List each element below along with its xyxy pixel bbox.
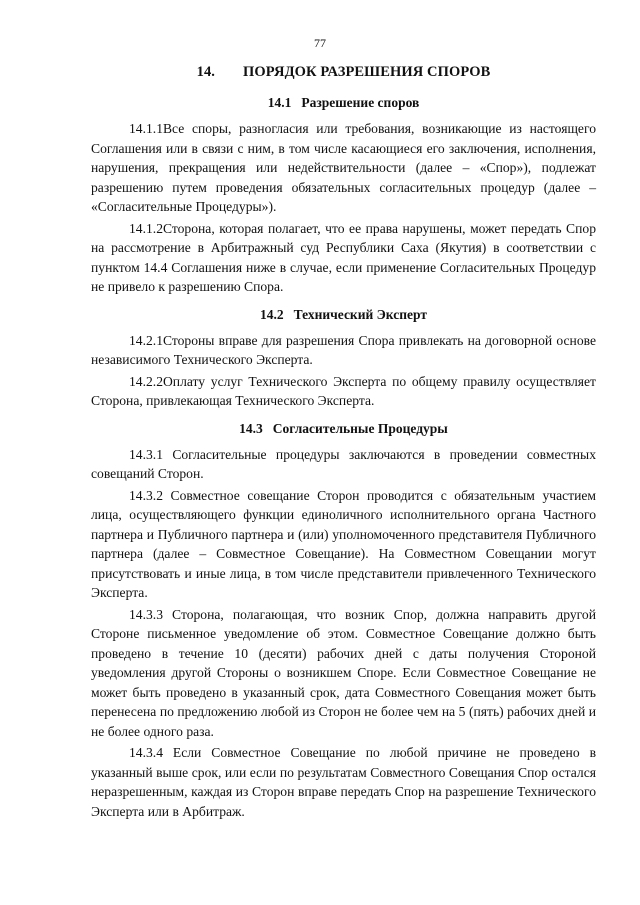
subsection-title: Технический Эксперт [293,306,427,322]
clause-14-3-4: 14.3.4 Если Совместное Совещание по любой причине не проведено в указанный выше срок, или если по результатам Совместного Совещания Спор остался неразрешенным, каждая из Сторон вправе передать Спор на разрешение Технического Эксперта или в Арбитраж. [91,745,596,819]
subsection-title: Согласительные Процедуры [272,420,448,436]
clause-14-3-1: 14.3.1 Согласительные процедуры заключаются в проведении совместных совещаний Сторон. [91,446,596,481]
subsection-heading [91,95,596,111]
subsection-number: 14.2 [260,306,284,322]
clause-14-1-2: 14.1.2Сторона, которая полагает, что ее права нарушены, может передать Спор на рассмотрение в Арбитражный суд Республики Саха (Якутия) в соответствии с пунктом 14.4 Соглашения ниже в случае, если применение Согласительных Процедур не привело к разрешению Спора. [91,220,596,294]
section-number: 14. [196,64,216,80]
page-number: 77 [314,36,326,50]
clause-14-3-2: 14.3.2 Совместное совещание Сторон проводится с обязательным участием лица, осуществляющего функции единоличного исполнительного органа Частного партнера и Публичного партнера и (или) уполномоченного представителя Публичного партнера (далее – Совместное Совещание). На Совместном Совещании могут присутствовать и иные лица, в том числе представители привлеченного Технического Эксперта. [91,487,596,600]
clause-14-1-1: 14.1.1Все споры, разногласия или требования, возникающие из настоящего Соглашения или в связи с ним, в том числе касающиеся его заключения, исполнения, нарушения, прекращения или недействительности (далее – «Спор»), подлежат разрешению путем проведения обязательных согласительных процедур (далее – «Согласительные Процедуры»). [91,121,596,214]
clause-14-3-3: 14.3.3 Сторона, полагающая, что возник Спор, должна направить другой Стороне письменное уведомление об этом. Совместное Совещание должно быть проведено в течение 10 (десяти) рабочих дней с даты получения Стороной уведомления другой Стороны о возникшем Споре. Если Совместное Совещание не может быть проведено в указанный срок, дата Совместного Совещания может быть перенесена по предложению любой из Сторон не более чем на 5 (пять) рабочих дней и не более одного раза. [91,606,596,739]
section-title: ПОРЯДОК РАЗРЕШЕНИЯ СПОРОВ [243,64,491,80]
subsection-number: 14.1 [267,95,292,110]
clause-14-2-2: 14.2.2Оплату услуг Технического Эксперта по общему правилу осуществляет Сторона, привлекающая Технического Эксперта. [91,373,596,408]
subsection-heading [91,421,596,437]
subsection-title: Разрешение споров [301,95,420,110]
clause-14-2-1: 14.2.1Стороны вправе для разрешения Спора привлекать на договорной основе независимого Технического Эксперта. [91,332,596,367]
section-heading [91,64,596,81]
document-body [91,64,596,823]
subsection-number: 14.3 [239,420,263,436]
subsection-heading [91,307,596,323]
